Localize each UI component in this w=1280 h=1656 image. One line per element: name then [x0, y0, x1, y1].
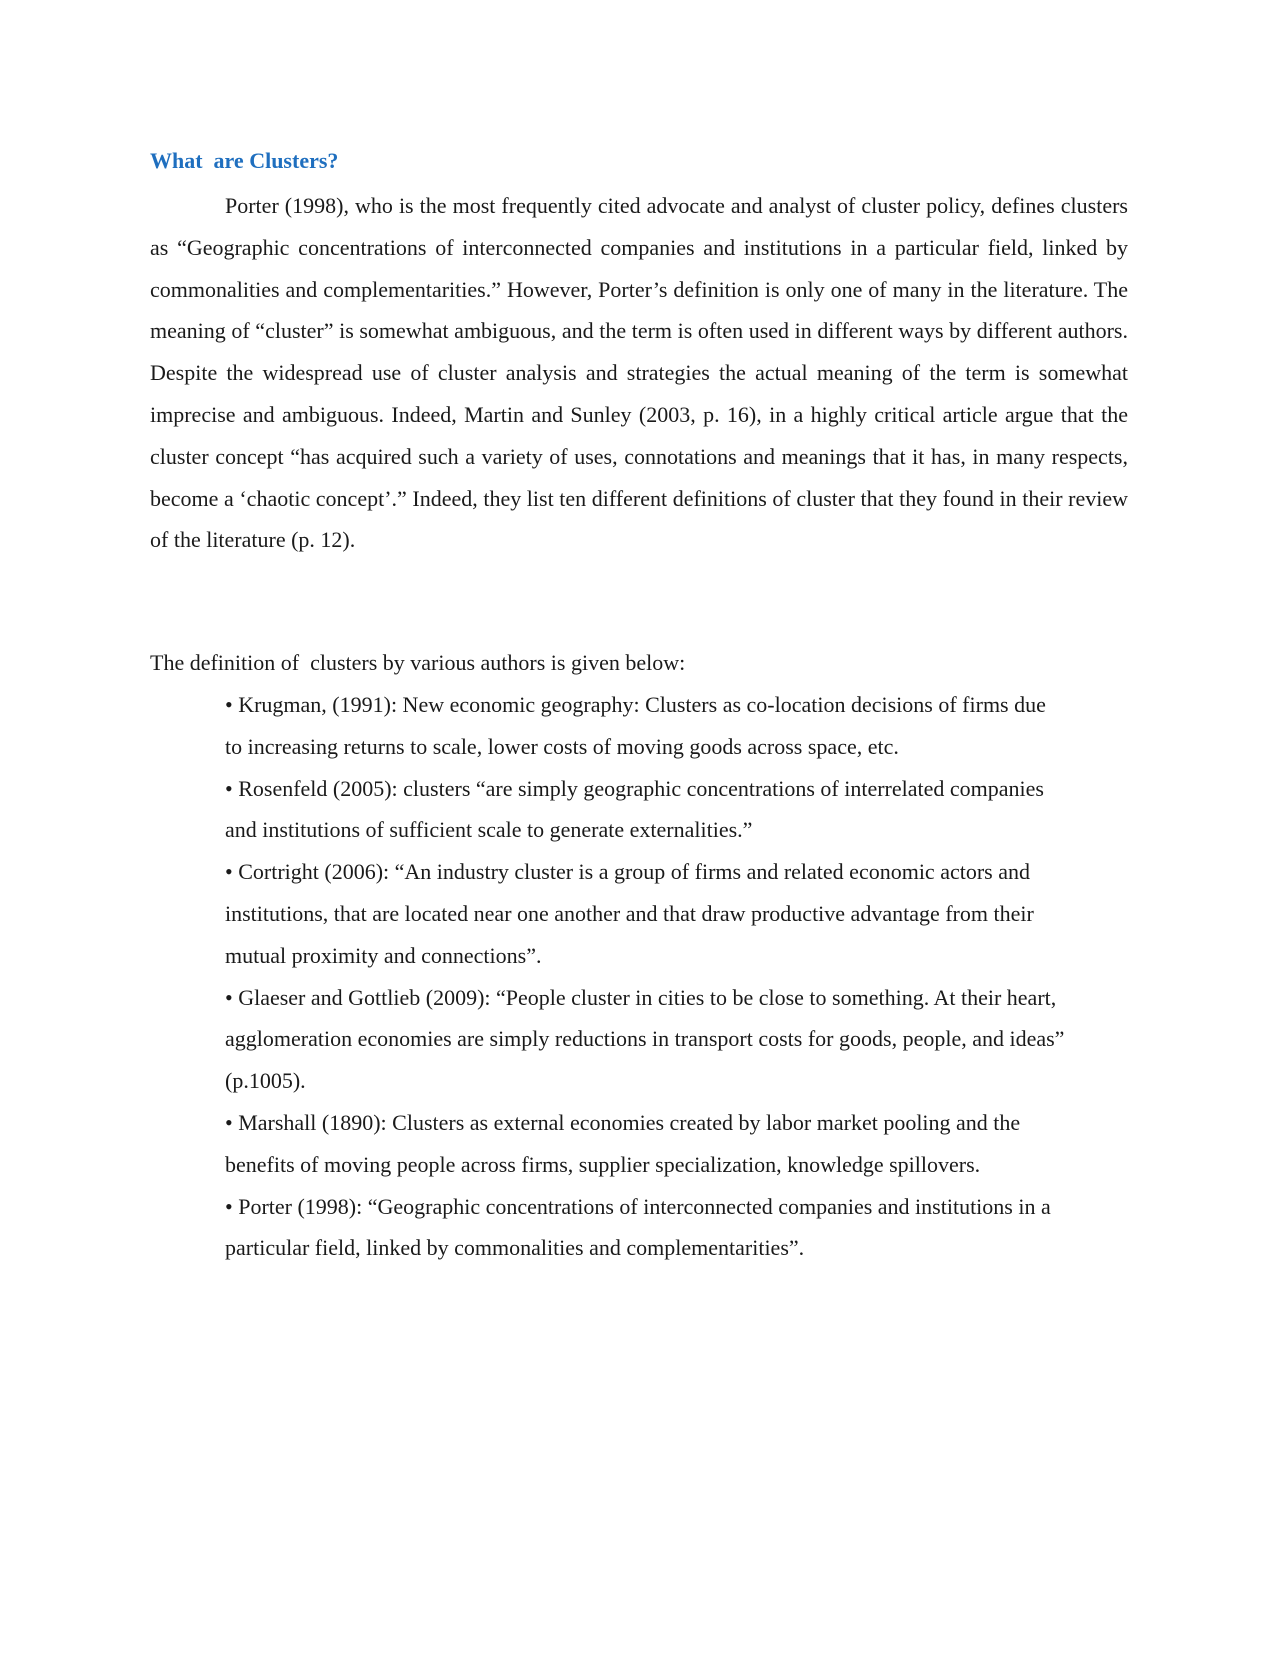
definitions-intro: The definition of clusters by various authors is given below:	[150, 650, 686, 675]
section-heading: What are Clusters?	[150, 148, 339, 173]
definition-text: Cortright (2006): “An industry cluster is a group of firms and related economic actors and institutions, that are located near one another and that draw productive advantage from their mutual proximity and connections”.	[225, 859, 1034, 968]
bullet-icon: •	[225, 775, 233, 801]
bullet-icon: •	[225, 1193, 233, 1219]
list-item	[225, 1186, 1065, 1270]
definition-text: Porter (1998): “Geographic concentrations of interconnected companies and institutions in a particular field, linked by commonalities and complementarities”.	[225, 1193, 1051, 1261]
bullet-icon: •	[225, 692, 233, 717]
definition-text: Glaeser and Gottlieb (2009): “People cluster in cities to be close to something. At their heart, agglomeration economies are simply reductions in transport costs for goods, people, and ideas” (p.1005).	[225, 984, 1065, 1094]
list-item	[225, 977, 1065, 1102]
bullet-icon: •	[225, 984, 233, 1010]
body-paragraph: Porter (1998), who is the most frequently cited advocate and analyst of cluster policy, defines clusters as “Geographic concentrations of interconnected companies and institutions in a particular field, linked by commonalities and complementarities.” However, Porter’s definition is only one of many in the literature. The meaning of “cluster” is somewhat ambiguous, and the term is often used in different ways by different authors. Despite the widespread use of cluster analysis and strategies the actual meaning of the term is somewhat imprecise and ambiguous. Indeed, Martin and Sunley (2003, p. 16), in a highly critical article argue that the cluster concept “has acquired such a variety of uses, connotations and meanings that it has, in many respects, become a ‘chaotic concept’.” Indeed, they list ten different definitions of cluster that they found in their review of the literature (p. 12).	[150, 193, 1128, 553]
bullet-icon: •	[225, 859, 233, 885]
definition-text: Krugman, (1991): New economic geography: Clusters as co-location decisions of firms due to increasing returns to scale, lower costs of moving goods across space, etc.	[225, 692, 1046, 759]
list-item	[225, 1102, 1065, 1186]
definitions-list	[225, 684, 1065, 1269]
bullet-icon: •	[225, 1109, 233, 1135]
definition-text: Rosenfeld (2005): clusters “are simply geographic concentrations of interrelated companies and institutions of sufficient scale to generate externalities.”	[225, 775, 1044, 843]
list-item	[225, 851, 1065, 976]
list-item	[225, 684, 1065, 768]
list-item	[225, 768, 1065, 852]
definition-text: Marshall (1890): Clusters as external economies created by labor market pooling and the benefits of moving people across firms, supplier specialization, knowledge spillovers.	[225, 1109, 1021, 1177]
